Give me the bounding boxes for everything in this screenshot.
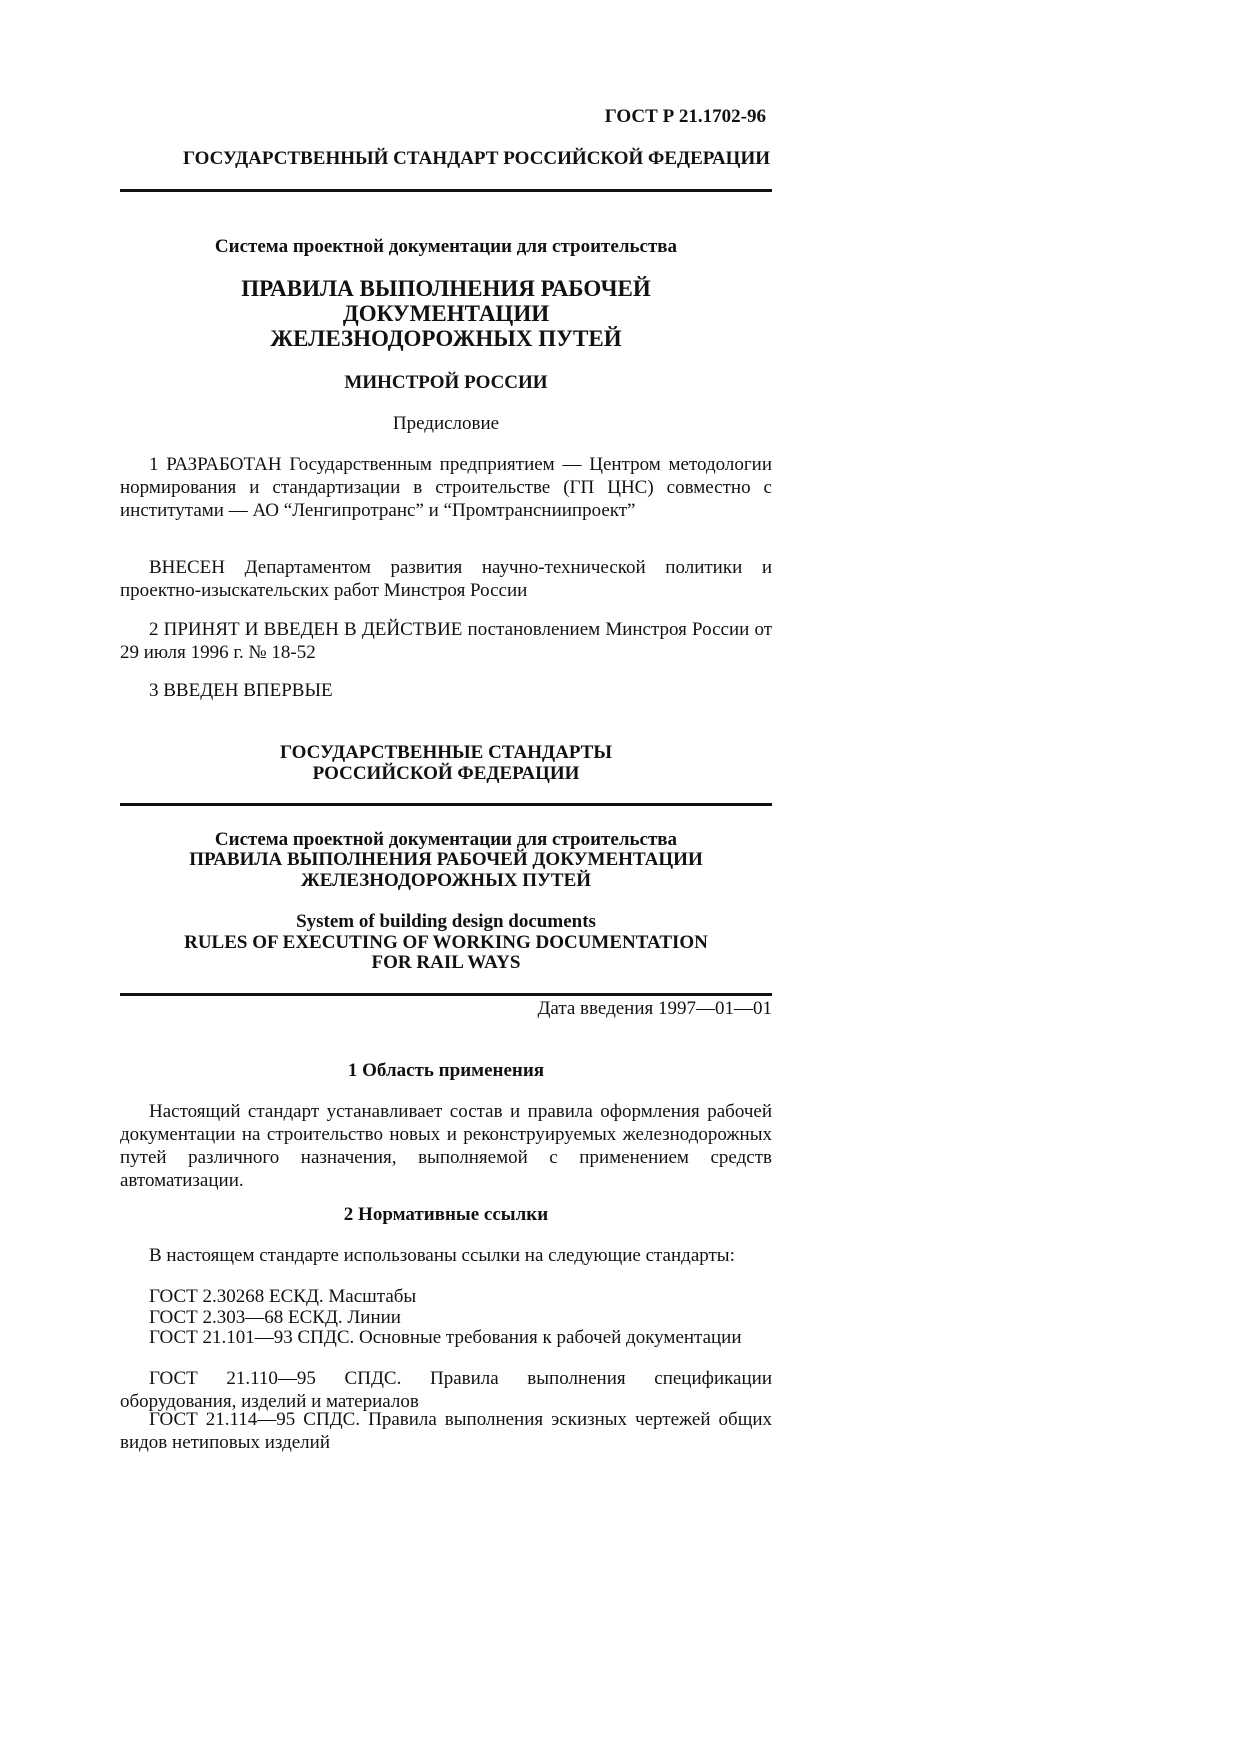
- en-title-line2: RULES OF EXECUTING OF WORKING DOCUMENTATION: [184, 932, 708, 953]
- foreword-paragraph-1: 1 РАЗРАБОТАН Государственным предприятием — Центром методологии нормирования и стандартизации в строительстве (ГП ЦНС) совместно с институтами — АО “Ленгипротранс” и “Промтрансниипроект”: [120, 454, 772, 521]
- section2-heading: 2 Нормативные ссылки: [343, 1204, 549, 1225]
- en-title-line3: FOR RAIL WAYS: [371, 952, 521, 973]
- normative-reference-1: ГОСТ 2.30268 ЕСКД. Масштабы: [149, 1286, 417, 1307]
- section2-intro: В настоящем стандарте использованы ссылки на следующие стандарты:: [149, 1245, 735, 1266]
- bottom-divider: [120, 993, 772, 996]
- state-standard-heading: ГОСУДАРСТВЕННЫЙ СТАНДАРТ РОССИЙСКОЙ ФЕДЕРАЦИИ: [182, 148, 770, 169]
- normative-reference-4: ГОСТ 21.110—95 СПДС. Правила выполнения спецификации оборудования, изделий и материалов: [120, 1368, 772, 1412]
- foreword-paragraph-2: ВНЕСЕН Департаментом развития научно-технической политики и проектно-изыскательских работ Минстроя России: [120, 557, 772, 601]
- middle-divider: [120, 803, 772, 806]
- en-title-line1: System of building design documents: [296, 911, 596, 932]
- ministry-name: МИНСТРОЙ РОССИИ: [344, 372, 548, 393]
- foreword-paragraph-3: 2 ПРИНЯТ И ВВЕДЕН В ДЕЙСТВИЕ постановлением Минстроя России от 29 июля 1996 г. № 18-52: [120, 619, 772, 663]
- normative-reference-2: ГОСТ 2.303—68 ЕСКД. Линии: [149, 1307, 401, 1328]
- foreword-paragraph-4: 3 ВВЕДЕН ВПЕРВЫЕ: [149, 680, 333, 701]
- ru-title-line2: ПРАВИЛА ВЫПОЛНЕНИЯ РАБОЧЕЙ ДОКУМЕНТАЦИИ: [189, 849, 703, 870]
- section1-heading: 1 Область применения: [347, 1060, 545, 1081]
- effective-date: Дата введения 1997—01—01: [537, 998, 772, 1019]
- main-title-line3: ЖЕЛЕЗНОДОРОЖНЫХ ПУТЕЙ: [270, 326, 622, 351]
- main-title-line2: ДОКУМЕНТАЦИИ: [342, 301, 550, 326]
- section1-text: Настоящий стандарт устанавливает состав и правила оформления рабочей документации на строительство новых и реконструируемых железнодорожных путей различного назначения, выполняемой с применением средств автоматизации.: [120, 1101, 772, 1191]
- main-title-line1: ПРАВИЛА ВЫПОЛНЕНИЯ РАБОЧЕЙ: [241, 276, 651, 301]
- normative-reference-3: ГОСТ 21.101—93 СПДС. Основные требования к рабочей документации: [149, 1327, 742, 1348]
- ru-title-line1: Система проектной документации для строительства: [214, 829, 678, 850]
- gost-code: ГОСТ Р 21.1702-96: [604, 106, 766, 127]
- system-subtitle: Система проектной документации для строительства: [214, 236, 678, 257]
- foreword-heading: Предисловие: [392, 413, 500, 434]
- ru-title-line3: ЖЕЛЕЗНОДОРОЖНЫХ ПУТЕЙ: [300, 870, 592, 891]
- second-header-line2: РОССИЙСКОЙ ФЕДЕРАЦИИ: [312, 763, 580, 784]
- normative-reference-5: ГОСТ 21.114—95 СПДС. Правила выполнения эскизных чертежей общих видов нетиповых изделий: [120, 1409, 772, 1453]
- second-header-line1: ГОСУДАРСТВЕННЫЕ СТАНДАРТЫ: [279, 742, 613, 763]
- top-divider: [120, 189, 772, 192]
